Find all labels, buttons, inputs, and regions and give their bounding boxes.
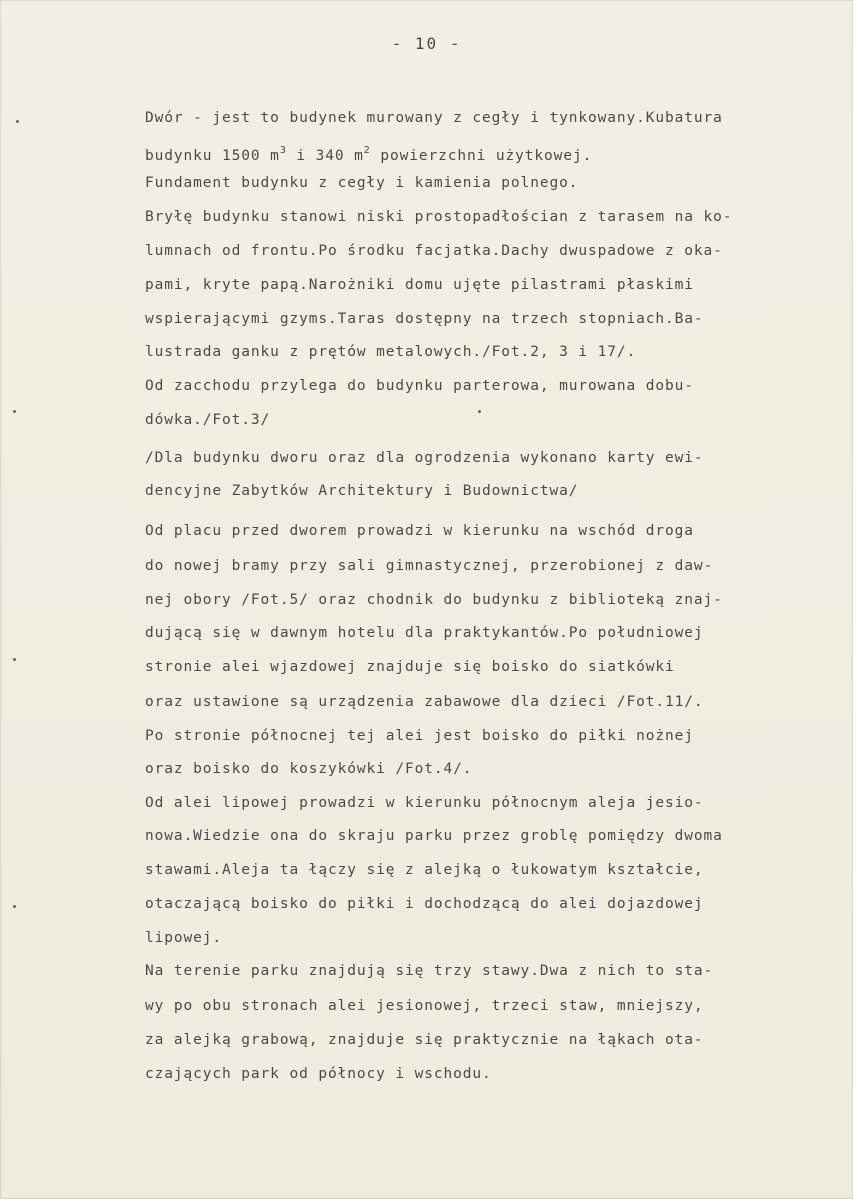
text-line: lumnach od frontu.Po środku facjatka.Dachy dwuspadowe z oka-	[145, 243, 723, 259]
paper-speck	[13, 410, 16, 413]
text-line: /Dla budynku dworu oraz dla ogrodzenia wykonano karty ewi-	[145, 450, 704, 466]
text-line: Bryłę budynku stanowi niski prostopadłościan z tarasem na ko-	[145, 209, 733, 225]
paper-speck	[478, 410, 481, 413]
text-line: za alejką grabową, znajduje się praktycznie na łąkach ota-	[145, 1032, 704, 1048]
text-line: oraz ustawione są urządzenia zabawowe dla dzieci /Fot.11/.	[145, 694, 704, 710]
text-line: pami, kryte papą.Narożniki domu ujęte pilastrami płaskimi	[145, 277, 694, 293]
text-line: Na terenie parku znajdują się trzy stawy.Dwa z nich to sta-	[145, 963, 714, 979]
text-line: stronie alei wjazdowej znajduje się boisko do siatkówki	[145, 659, 675, 675]
text-line: wspierającymi gzyms.Taras dostępny na trzech stopniach.Ba-	[145, 311, 704, 327]
text-line: otaczającą boisko do piłki i dochodzącą do alei dojazdowej	[145, 896, 704, 912]
text-line: czających park od północy i wschodu.	[145, 1066, 492, 1082]
text-line: Od zacchodu przylega do budynku parterowa, murowana dobu-	[145, 378, 694, 394]
paper-speck	[16, 120, 19, 123]
text-line: nowa.Wiedzie ona do skraju parku przez groblę pomiędzy dwoma	[145, 828, 723, 844]
text-line: lustrada ganku z prętów metalowych./Fot.2, 3 i 17/.	[145, 344, 637, 360]
paper-speck	[13, 905, 16, 908]
text-line: Fundament budynku z cegły i kamienia polnego.	[145, 175, 579, 191]
text-line: dencyjne Zabytków Architektury i Budownictwa/	[145, 483, 579, 499]
text-line: nej obory /Fot.5/ oraz chodnik do budynku z biblioteką znaj-	[145, 592, 723, 608]
text-line: dującą się w dawnym hotelu dla praktykantów.Po południowej	[145, 625, 704, 641]
page-number: - 10 -	[391, 34, 462, 53]
text-line: stawami.Aleja ta łączy się z alejką o łukowatym kształcie,	[145, 862, 704, 878]
text-line: Dwór - jest to budynek murowany z cegły i tynkowany.Kubatura	[145, 110, 723, 126]
text-line: wy po obu stronach alei jesionowej, trzeci staw, mniejszy,	[145, 998, 704, 1014]
text-line: oraz boisko do koszykówki /Fot.4/.	[145, 761, 473, 777]
text-line: dówka./Fot.3/	[145, 412, 271, 428]
text-line: Od alei lipowej prowadzi w kierunku północnym aleja jesio-	[145, 795, 704, 811]
text-line: Po stronie północnej tej alei jest boisko do piłki nożnej	[145, 728, 694, 744]
text-line: budynku 1500 $m^3$ i 340 $m^2$ powierzchni użytkowej.	[145, 145, 593, 164]
paper-speck	[13, 658, 16, 661]
text-line: do nowej bramy przy sali gimnastycznej, przerobionej z daw-	[145, 558, 714, 574]
text-line: lipowej.	[145, 930, 223, 946]
text-line: Od placu przed dworem prowadzi w kierunku na wschód droga	[145, 523, 694, 539]
